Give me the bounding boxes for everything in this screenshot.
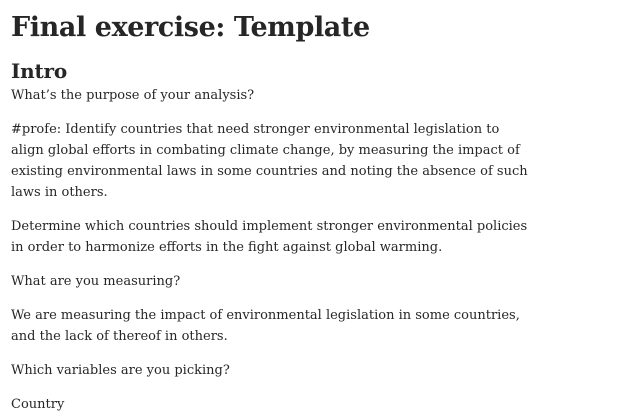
section-heading-intro: Intro: [11, 59, 68, 83]
question-measuring: What are you measuring?: [11, 274, 181, 289]
document-content: [11, 8, 531, 415]
paragraph-determine: Determine which countries should implement stronger environmental policies in order to harmonize efforts in the fight against global warming.: [11, 219, 528, 255]
question-variables: Which variables are you picking?: [11, 363, 230, 378]
paragraph-profe-note: #profe: Identify countries that need stronger environmental legislation to align global efforts in combating climate change, by measuring the impact of existing environmental laws in some countries and noting the absence of such laws in others.: [11, 122, 528, 200]
question-purpose: What’s the purpose of your analysis?: [11, 88, 255, 103]
page-title: Final exercise: Template: [11, 12, 370, 43]
paragraph-measuring-answer: We are measuring the impact of environmental legislation in some countries, and the lack of thereof in others.: [11, 308, 520, 344]
variable-country: Country: [11, 397, 65, 412]
